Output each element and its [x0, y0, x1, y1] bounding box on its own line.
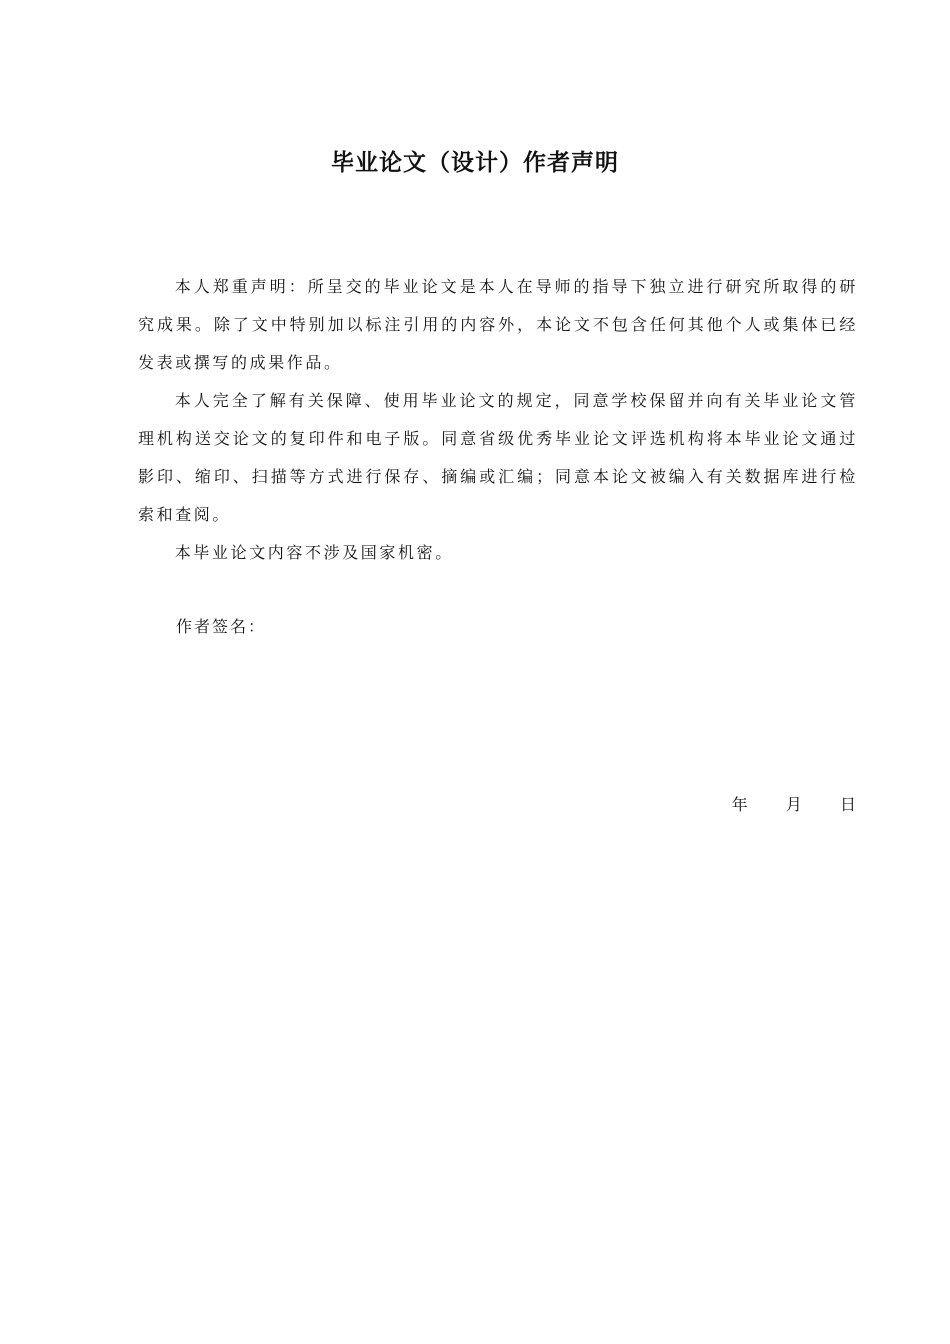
page-title: 毕业论文（设计）作者声明: [331, 150, 619, 176]
paragraph-originality: 本人郑重声明：所呈交的毕业论文是本人在导师的指导下独立进行研究所取得的研究成果。除了文中特别加以标注引用的内容外，本论文不包含任何其他个人或集体已经发表或撰写的成果作品。: [138, 277, 858, 372]
paragraph-usage-rights: 本人完全了解有关保障、使用毕业论文的规定，同意学校保留并向有关毕业论文管理机构送交论文的复印件和电子版。同意省级优秀毕业论文评选机构将本毕业论文通过影印、缩印、扫描等方式进行保存、摘编或汇编；同意本论文被编入有关数据库进行检索和查阅。: [138, 391, 858, 524]
declaration-body: [138, 268, 858, 572]
date-line: 年 月 日: [731, 795, 856, 814]
paragraph-confidentiality: 本毕业论文内容不涉及国家机密。: [174, 543, 454, 562]
signature-label: 作者签名：: [176, 617, 267, 636]
